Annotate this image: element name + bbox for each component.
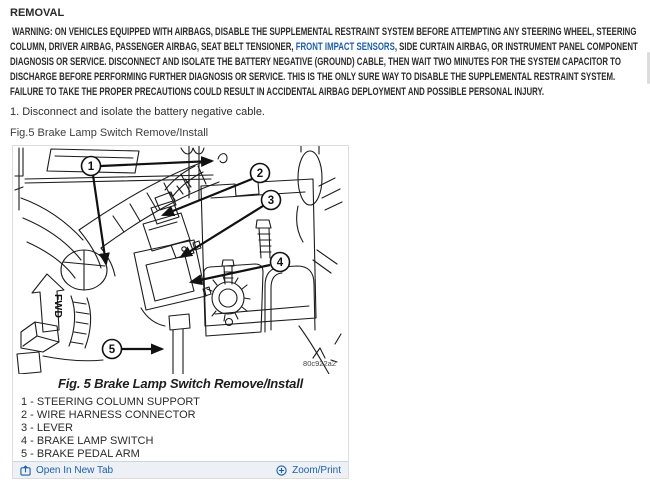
svg-text:1: 1 xyxy=(87,161,95,173)
legend-item: 3 - LEVER xyxy=(21,422,73,434)
open-in-new-tab-link[interactable] xyxy=(20,465,113,476)
callout-2 xyxy=(251,164,270,183)
callout-1 xyxy=(82,157,101,176)
legend-item: 5 - BRAKE PEDAL ARM xyxy=(21,448,140,460)
legend-item: 2 - WIRE HARNESS CONNECTOR xyxy=(21,409,196,421)
figure-legend xyxy=(21,396,348,461)
svg-text:2: 2 xyxy=(256,168,264,180)
legend-item: 1 - STEERING COLUMN SUPPORT xyxy=(21,396,200,408)
callout-5 xyxy=(103,340,122,359)
figure-toolbar xyxy=(13,461,348,478)
svg-text:5: 5 xyxy=(108,344,116,356)
line-art xyxy=(15,146,342,374)
warning-text-before: WARNING: ON VEHICLES EQUIPPED WITH AIRBAGS, DISABLE THE SUPPLEMENTAL RESTRAINT SYSTEM BEFORE ATTEMPTING ANY STEERING WHEEL, STEERING COLUMN, DRIVER AIRBAG, PASSENGER AIRBAG, SEAT BELT TENSIONER, xyxy=(10,26,637,53)
callout-arrows xyxy=(93,161,270,349)
warning-paragraph xyxy=(10,25,650,100)
open-in-new-tab-label: Open In New Tab xyxy=(36,464,114,476)
diagram-watermark: 80c922a2 xyxy=(303,359,336,368)
callout-4 xyxy=(271,253,290,272)
zoom-print-label: Zoom/Print xyxy=(292,464,341,476)
zoom-plus-icon xyxy=(276,465,287,476)
brake-lamp-switch-diagram xyxy=(13,146,348,374)
page-title: REMOVAL xyxy=(10,7,65,19)
callout-3 xyxy=(262,191,281,210)
fwd-direction-label: FWD xyxy=(52,294,64,318)
step-1: 1. Disconnect and isolate the battery negative cable. xyxy=(10,106,265,118)
zoom-print-link[interactable] xyxy=(276,465,341,476)
svg-text:3: 3 xyxy=(267,195,275,207)
figure-label: Fig.5 Brake Lamp Switch Remove/Install xyxy=(10,127,209,139)
figure-caption: Fig. 5 Brake Lamp Switch Remove/Install xyxy=(57,376,304,391)
front-impact-sensors-link[interactable]: FRONT IMPACT SENSORS xyxy=(295,41,395,53)
legend-item: 4 - BRAKE LAMP SWITCH xyxy=(21,435,154,447)
open-in-new-tab-icon xyxy=(20,465,31,476)
figure-box xyxy=(12,145,349,479)
svg-text:4: 4 xyxy=(276,257,284,269)
warning-text-after: , SIDE CURTAIN AIRBAG, OR INSTRUMENT PANEL COMPONENT DIAGNOSIS OR SERVICE. DISCONNECT AND ISOLATE THE BATTERY NEGATIVE (GROUND) CABLE, THEN WAIT TWO MINUTES FOR THE SYSTEM CAPACITOR TO DISCHARGE BEFORE PERFORMING FURTHER DIAGNOSIS OR SERVICE. THIS IS THE ONLY SURE WAY TO DISABLE THE SUPPLEMENTAL RESTRAINT SYSTEM. FAILURE TO TAKE THE PROPER PRECAUTIONS COULD RESULT IN ACCIDENTAL AIRBAG DEPLOYMENT AND POSSIBLE PERSONAL INJURY. xyxy=(10,41,638,98)
